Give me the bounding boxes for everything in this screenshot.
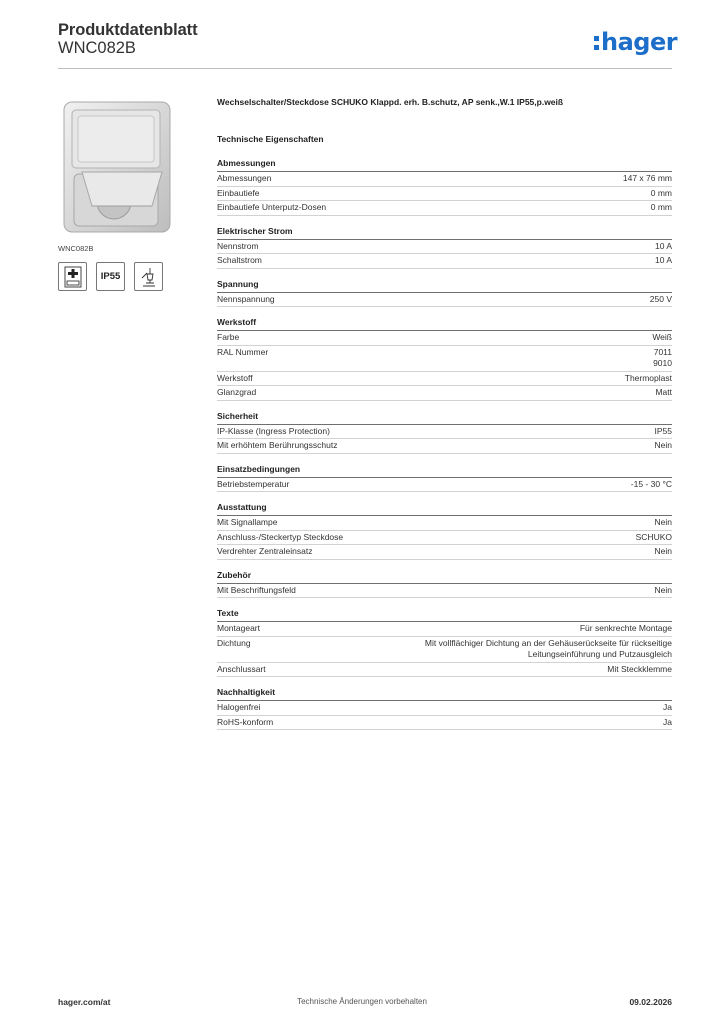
spec-row xyxy=(217,701,672,716)
spec-value-line: 10 A xyxy=(654,240,672,251)
spec-value xyxy=(635,546,672,558)
spec-value-line: Matt xyxy=(655,387,672,397)
spec-row xyxy=(217,386,672,401)
footer-website: hager.com/at xyxy=(58,997,111,1007)
product-code: WNC082B xyxy=(58,39,136,57)
spec-row xyxy=(217,545,672,560)
spec-label: Einbautiefe xyxy=(217,187,260,198)
spec-value xyxy=(635,387,672,399)
spec-value xyxy=(635,585,672,597)
spec-row xyxy=(217,663,672,678)
spec-group-title: Nachhaltigkeit xyxy=(217,687,672,701)
spec-value xyxy=(630,294,672,306)
spec-group-title: Einsatzbedingungen xyxy=(217,464,672,478)
spec-row xyxy=(217,478,672,493)
spec-value-line: 10 A xyxy=(654,255,672,265)
spec-row xyxy=(217,531,672,546)
spec-group-title: Sicherheit xyxy=(217,411,672,425)
spec-group-title: Texte xyxy=(217,608,672,622)
spec-row xyxy=(217,637,672,663)
spec-group-title: Ausstattung xyxy=(217,502,672,516)
ip-rating-badge xyxy=(96,262,125,291)
spec-value xyxy=(635,517,672,529)
spec-content xyxy=(217,96,672,730)
header-divider xyxy=(58,68,672,69)
spec-value-line: Für senkrechte Montage xyxy=(579,623,672,633)
wall-mounting-icon xyxy=(138,266,160,288)
spec-row xyxy=(217,331,672,346)
spec-label: Montageart xyxy=(217,623,260,633)
spec-value xyxy=(643,717,672,729)
spec-row xyxy=(217,254,672,269)
spec-value-line: Ja xyxy=(663,702,672,712)
spec-row xyxy=(217,425,672,440)
logo-dots-icon xyxy=(594,34,600,52)
spec-row xyxy=(217,240,672,255)
spec-label: RAL Nummer xyxy=(217,346,269,357)
spec-value-line: Nein xyxy=(654,517,672,527)
spec-value-line: 0 mm xyxy=(650,187,672,198)
spec-label: Betriebstemperatur xyxy=(217,478,290,489)
spec-group xyxy=(217,226,672,269)
spec-value-line: SCHUKO xyxy=(635,531,672,542)
spec-group-title: Elektrischer Strom xyxy=(217,226,672,240)
ip-rating-label: IP55 xyxy=(100,271,121,282)
spec-group xyxy=(217,411,672,454)
spec-value-line: 9010 xyxy=(653,358,672,368)
spec-label: Dichtung xyxy=(217,637,251,648)
footer-disclaimer: Technische Änderungen vorbehalten xyxy=(297,997,427,1006)
spec-value-line: 7011 xyxy=(653,346,672,357)
spec-value xyxy=(405,638,672,661)
earthing-symbol-icon xyxy=(63,266,83,288)
spec-label: Nennstrom xyxy=(217,240,259,251)
spec-label: Halogenfrei xyxy=(217,702,261,712)
spec-value-line: -15 - 30 °C xyxy=(630,478,672,489)
spec-label: Verdrehter Zentraleinsatz xyxy=(217,546,313,556)
spec-group xyxy=(217,464,672,493)
spec-value-line: IP55 xyxy=(654,425,672,436)
spec-label: Farbe xyxy=(217,332,240,342)
spec-group xyxy=(217,502,672,560)
spec-value xyxy=(635,440,672,452)
spec-row xyxy=(217,187,672,202)
spec-label: Anschlussart xyxy=(217,663,266,674)
brand-name: hager xyxy=(601,28,678,56)
spec-value xyxy=(635,255,672,267)
spec-value-line: Thermoplast xyxy=(624,372,672,383)
spec-label: Nennspannung xyxy=(217,293,275,304)
brand-logo xyxy=(594,28,677,56)
mounting-symbol-badge xyxy=(134,262,163,291)
spec-group xyxy=(217,279,672,308)
spec-row xyxy=(217,201,672,216)
spec-value-line: 147 x 76 mm xyxy=(622,173,672,183)
spec-value xyxy=(603,173,672,185)
spec-value-line: Nein xyxy=(654,440,672,450)
spec-value-line: Nein xyxy=(654,546,672,556)
spec-value xyxy=(605,373,672,385)
spec-group xyxy=(217,570,672,599)
spec-group-title: Spannung xyxy=(217,279,672,293)
spec-row xyxy=(217,172,672,187)
spec-value-line: Ja xyxy=(663,716,672,727)
spec-value xyxy=(616,532,672,544)
spec-value xyxy=(611,479,672,491)
spec-value-line: Leitungseinführung und Putzausgleich xyxy=(527,649,672,659)
spec-row xyxy=(217,622,672,637)
spec-value xyxy=(643,702,672,714)
spec-label: Mit erhöhtem Berührungsschutz xyxy=(217,440,338,450)
spec-row xyxy=(217,346,672,372)
spec-value xyxy=(635,426,673,438)
product-description: Wechselschalter/Steckdose SCHUKO Klappd. erh. B.schutz, AP senk.,W.1 IP55,p.weiß xyxy=(217,97,564,107)
spec-value xyxy=(631,202,672,214)
spec-value xyxy=(631,188,672,200)
spec-row xyxy=(217,439,672,454)
spec-group-title: Abmessungen xyxy=(217,158,672,172)
page-title: Produktdatenblatt xyxy=(58,21,198,39)
spec-value xyxy=(633,347,672,370)
spec-label: Abmessungen xyxy=(217,173,272,183)
spec-label: Glanzgrad xyxy=(217,387,257,397)
spec-value-line: Mit Steckklemme xyxy=(607,663,672,674)
spec-group xyxy=(217,317,672,401)
spec-row xyxy=(217,293,672,308)
product-image xyxy=(58,94,198,234)
spec-group xyxy=(217,687,672,730)
protection-class-badge xyxy=(58,262,87,291)
spec-value xyxy=(632,332,672,344)
spec-label: Schaltstrom xyxy=(217,255,262,265)
spec-groups xyxy=(217,158,672,730)
spec-label: Einbautiefe Unterputz-Dosen xyxy=(217,202,327,212)
spec-row xyxy=(217,716,672,731)
spec-row xyxy=(217,372,672,387)
spec-value-line: Mit vollflächiger Dichtung an der Gehäuserückseite für rückseitige xyxy=(424,637,672,648)
spec-row xyxy=(217,584,672,599)
spec-label: Werkstoff xyxy=(217,372,253,383)
spec-value xyxy=(560,623,672,635)
spec-value xyxy=(635,241,672,253)
spec-group xyxy=(217,608,672,677)
spec-label: Anschluss-/Steckertyp Steckdose xyxy=(217,531,344,542)
spec-value-line: 250 V xyxy=(649,293,672,304)
section-title: Technische Eigenschaften xyxy=(217,134,324,144)
spec-value-line: Weiß xyxy=(652,332,672,342)
footer-date: 09.02.2026 xyxy=(629,997,672,1007)
spec-group-title: Werkstoff xyxy=(217,317,672,331)
spec-label: IP-Klasse (Ingress Protection) xyxy=(217,425,330,436)
spec-value xyxy=(587,664,672,676)
spec-group-title: Zubehör xyxy=(217,570,672,584)
spec-group xyxy=(217,158,672,216)
spec-value-line: 0 mm xyxy=(650,202,672,212)
spec-label: Mit Signallampe xyxy=(217,517,278,527)
spec-label: Mit Beschriftungsfeld xyxy=(217,584,296,595)
spec-row xyxy=(217,516,672,531)
spec-label: RoHS-konform xyxy=(217,716,274,727)
spec-value-line: Nein xyxy=(654,584,672,595)
product-image-caption: WNC082B xyxy=(58,244,94,253)
